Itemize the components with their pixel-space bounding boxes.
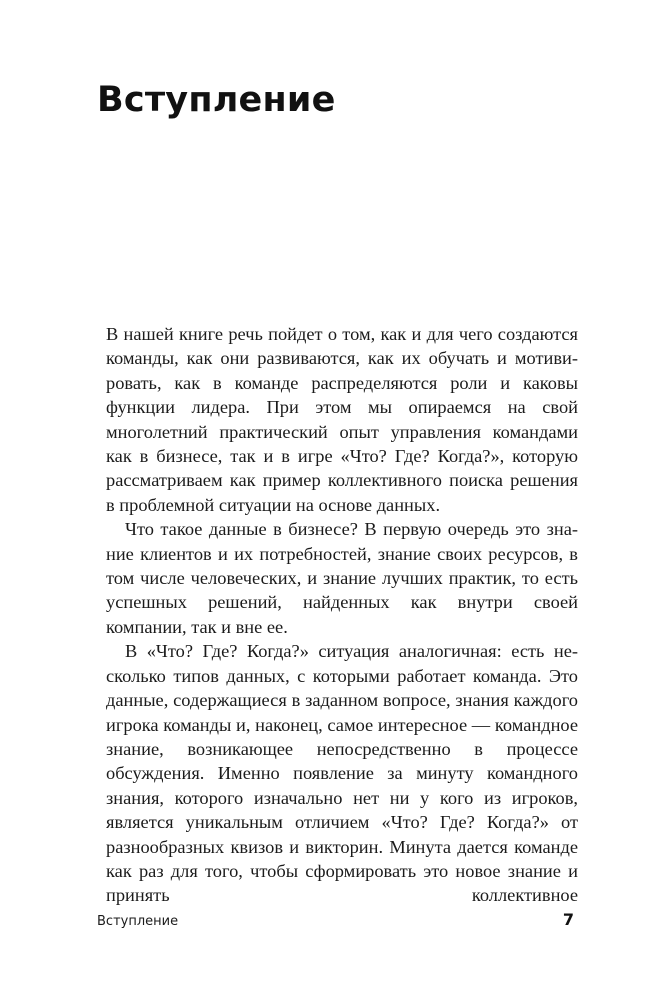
- running-head: Вступление: [97, 914, 179, 929]
- chapter-title: Вступление: [97, 80, 336, 120]
- paragraph: Что такое данные в бизнесе? В первую очередь это знание клиентов и их потребностей, знание своих ресурсов, в том числе человеческих, и знание лучших практик, то есть успешных решений, найденных как внутри своей компании, так и вне ее.: [106, 519, 578, 637]
- body-text: [106, 322, 578, 908]
- paragraph: В нашей книге речь пойдет о том, как и для чего создаются команды, как они развиваются, как их обучать и мотивировать, как в команде распределяются роли и каковы функции лидера. При этом мы опираемся на свой многолетний практический опыт управления командами как в бизнесе, так и в игре «Что? Где? Когда?», которую рассматриваем как пример коллективного поиска решения в проблемной ситуации на основе данных.: [106, 324, 578, 515]
- page-number: 7: [562, 910, 574, 929]
- paragraph: В «Что? Где? Когда?» ситуация аналогичная: есть несколько типов данных, с которыми работает команда. Это данные, содержащиеся в заданном вопросе, знания каждого игрока команды и, наконец, самое интересное — командное знание, возникающее непосредственно в процессе обсуждения. Именно появление за минуту командного знания, которого изначально нет ни у кого из игроков, является уникальным отличием «Что? Где? Когда?» от разнообразных квизов и викторин. Минута дается команде как раз для того, чтобы сформировать это новое знание и принять коллективное: [106, 641, 578, 906]
- page-footer: [97, 910, 574, 929]
